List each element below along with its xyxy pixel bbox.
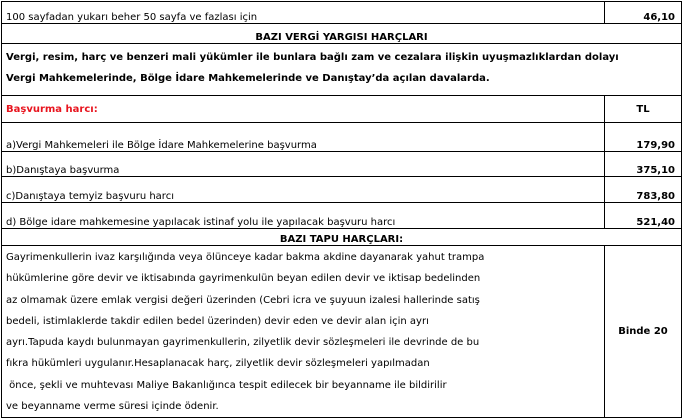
vergi-description-line: Vergi, resim, harç ve benzeri mali yükümler ile bunlara bağlı zam ve cezalara ilişkin uyuşmazlıklardan dolayı — [6, 52, 619, 63]
vergi-description-row — [2, 44, 682, 96]
vergi-item-label: b)Danıştaya başvurma — [2, 152, 605, 177]
tapu-description-row — [2, 246, 682, 418]
fee-row-label: 100 sayfadan yukarı beher 50 sayfa ve fazlası için — [2, 2, 605, 24]
tapu-description-line: az olmamak üzere emlak vergisi değeri üzerinden (Cebri icra ve şuyuun izalesi hallerinde satış — [6, 294, 480, 306]
tapu-description-line: bedeli, istimlaklerde takdir edilen bedel üzerinden) devir eden ve devir alan için ayrı — [6, 315, 429, 327]
tapu-description-line: ayrı.Tapuda kaydı bulunmayan gayrimenkullerin, zilyetlik devir sözleşmeleri ile devrinde de bu — [6, 337, 480, 349]
vergi-item-label: c)Danıştaya temyiz başvuru harcı — [2, 177, 605, 203]
vergi-item-row — [2, 152, 682, 177]
vergi-item-amount: 375,10 — [605, 152, 682, 177]
basvurma-harci-label: Başvurma harcı: — [2, 96, 605, 123]
vergi-item-label: d) Bölge idare mahkemesine yapılacak istinaf yolu ile yapılacak başvuru harcı — [2, 203, 605, 229]
currency-unit: TL — [605, 96, 682, 123]
fee-row — [2, 2, 682, 24]
vergi-description-line: Vergi Mahkemelerinde, Bölge İdare Mahkemelerinde ve Danıştay’da açılan davalarda. — [6, 73, 490, 84]
vergi-section-title: BAZI VERGİ YARGISI HARÇLARI — [2, 24, 682, 44]
fee-row-amount: 46,10 — [605, 2, 682, 24]
vergi-section-title-row — [2, 24, 682, 44]
tapu-description-line: fıkra hükümleri uygulanır.Hesaplanacak harç, zilyetlik devir sözleşmeleri yapılmadan — [6, 358, 430, 370]
fee-table — [1, 1, 682, 418]
tapu-description-line: ve beyanname verme süresi içinde ödenir. — [6, 401, 219, 413]
vergi-description — [2, 44, 682, 96]
tapu-rate: Binde 20 — [605, 246, 682, 418]
vergi-item-row — [2, 177, 682, 203]
tapu-section-title: BAZI TAPU HARÇLARI: — [2, 229, 682, 246]
tapu-description-line: Gayrimenkullerin ivaz karşılığında veya ölünceye kadar bakma akdine dayanarak yahut trampa — [6, 252, 485, 263]
vergi-item-amount: 179,90 — [605, 123, 682, 152]
tapu-description-line: önce, şekli ve muhtevası Maliye Bakanlığınca tespit edilecek bir beyanname ile bildirilir — [6, 379, 447, 391]
tapu-description-line: hükümlerine göre devir ve iktisabında gayrimenkulün beyan edilen devir ve iktisap bedelinden — [6, 273, 481, 285]
vergi-item-amount: 783,80 — [605, 177, 682, 203]
vergi-item-row — [2, 203, 682, 229]
tapu-section-title-row — [2, 229, 682, 246]
vergi-item-row — [2, 123, 682, 152]
vergi-header-row — [2, 96, 682, 123]
tapu-description — [2, 246, 605, 418]
vergi-item-label: a)Vergi Mahkemeleri ile Bölge İdare Mahkemelerine başvurma — [2, 123, 605, 152]
vergi-item-amount: 521,40 — [605, 203, 682, 229]
